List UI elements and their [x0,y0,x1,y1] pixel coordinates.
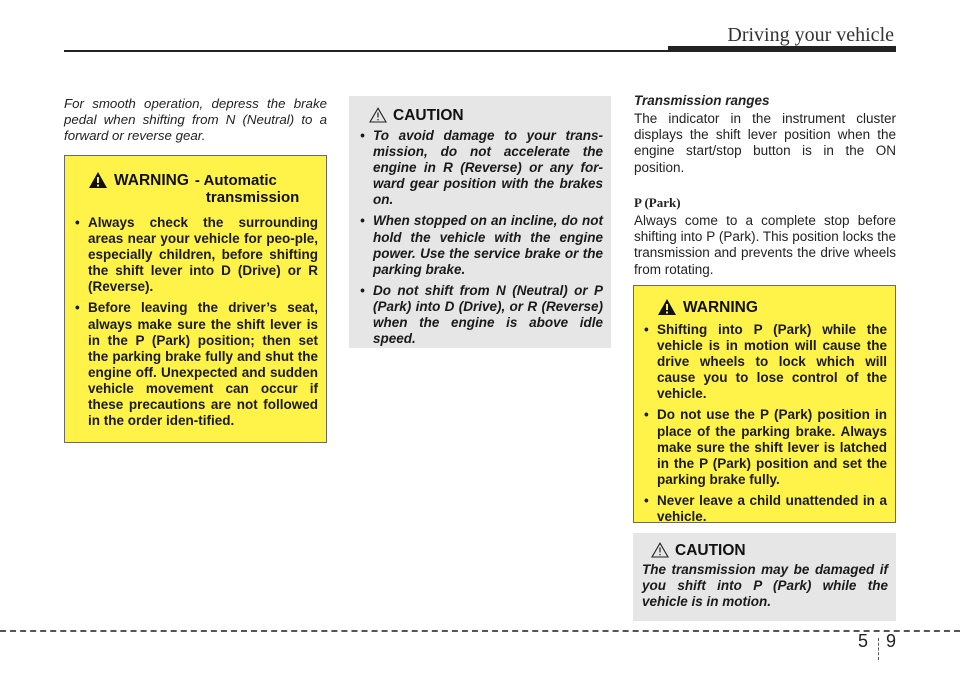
header-title: Driving your vehicle [727,24,894,46]
park-heading: P (Park) [634,195,681,210]
transmission-ranges-heading: Transmission ranges [634,93,770,108]
caution-engine-list [359,128,603,347]
warning-triangle-icon [657,298,677,316]
intro-text: For smooth operation, depress the brake pedal when shifting from N (Neutral) to a forward or reverse gear. [64,96,327,143]
page-number: 9 [886,631,897,651]
transmission-ranges-text: The indicator in the instrument cluster displays the shift lever position when the engine start/stop button is in the ON position. [634,111,896,175]
page-number-divider [878,638,879,660]
section-number: 5 [858,631,869,651]
list-item: • Do not shift from N (Neutral) or P (Park) into D (Drive), or R (Reverse) when the engine is above idle speed. [359,283,603,347]
list-item: • Do not use the P (Park) position in place of the parking brake. Always make sure the shift lever is latched in the P (Park) position and set the parking brake fully. [643,407,887,487]
caution-park-box [633,533,896,621]
warning-title [88,172,318,206]
list-item: • Never leave a child unattended in a vehicle. [643,493,887,525]
caution-park-label: CAUTION [675,542,746,559]
warning-park-title [657,299,887,317]
warning-park-label: WARNING [683,299,758,316]
caution-park-text: The transmission may be damaged if you shift into P (Park) while the vehicle is in motion. [642,562,888,610]
warning-triangle-icon [88,171,108,189]
list-item: • To avoid damage to your trans-mission, do not accelerate the engine in R (Reverse) or any for-ward gear position with the brakes on. [359,128,603,208]
warning-auto-list [74,215,318,429]
footer-rule [0,630,960,632]
header-bar [668,46,896,52]
warning-label: WARNING [114,172,189,189]
caution-engine-box [349,96,611,348]
list-item: • Shifting into P (Park) while the vehicle is in motion will cause the drive wheels to lock which will cause you to lose control of the vehicle. [643,322,887,402]
caution-title [369,107,603,125]
warning-automatic-transmission-box [64,155,327,443]
caution-label: CAUTION [393,107,464,124]
list-item: • When stopped on an incline, do not hold the vehicle with the engine power. Use the service brake or the parking brake. [359,213,603,277]
caution-triangle-outline-icon [369,107,387,123]
warning-title-suffix-1: - Automatic [194,172,277,189]
caution-park-title [651,542,888,560]
warning-title-suffix-2: transmission [205,189,300,206]
warning-park-list [643,322,887,525]
caution-triangle-outline-icon [651,542,669,558]
list-item: • Before leaving the driver’s seat, always make sure the shift lever is in the P (Park) position; then set the parking brake fully and shut the engine off. Unexpected and sudden vehicle movement can occur if these precautions are not followed in the order iden-tified. [74,300,318,429]
warning-park-box [633,285,896,523]
park-text: Always come to a complete stop before shifting into P (Park). This position locks the transmission and prevents the drive wheels from rotating. [634,213,896,277]
list-item: • Always check the surrounding areas near your vehicle for peo-ple, especially children, before shifting the shift lever into D (Drive) or R (Reverse). [74,215,318,295]
